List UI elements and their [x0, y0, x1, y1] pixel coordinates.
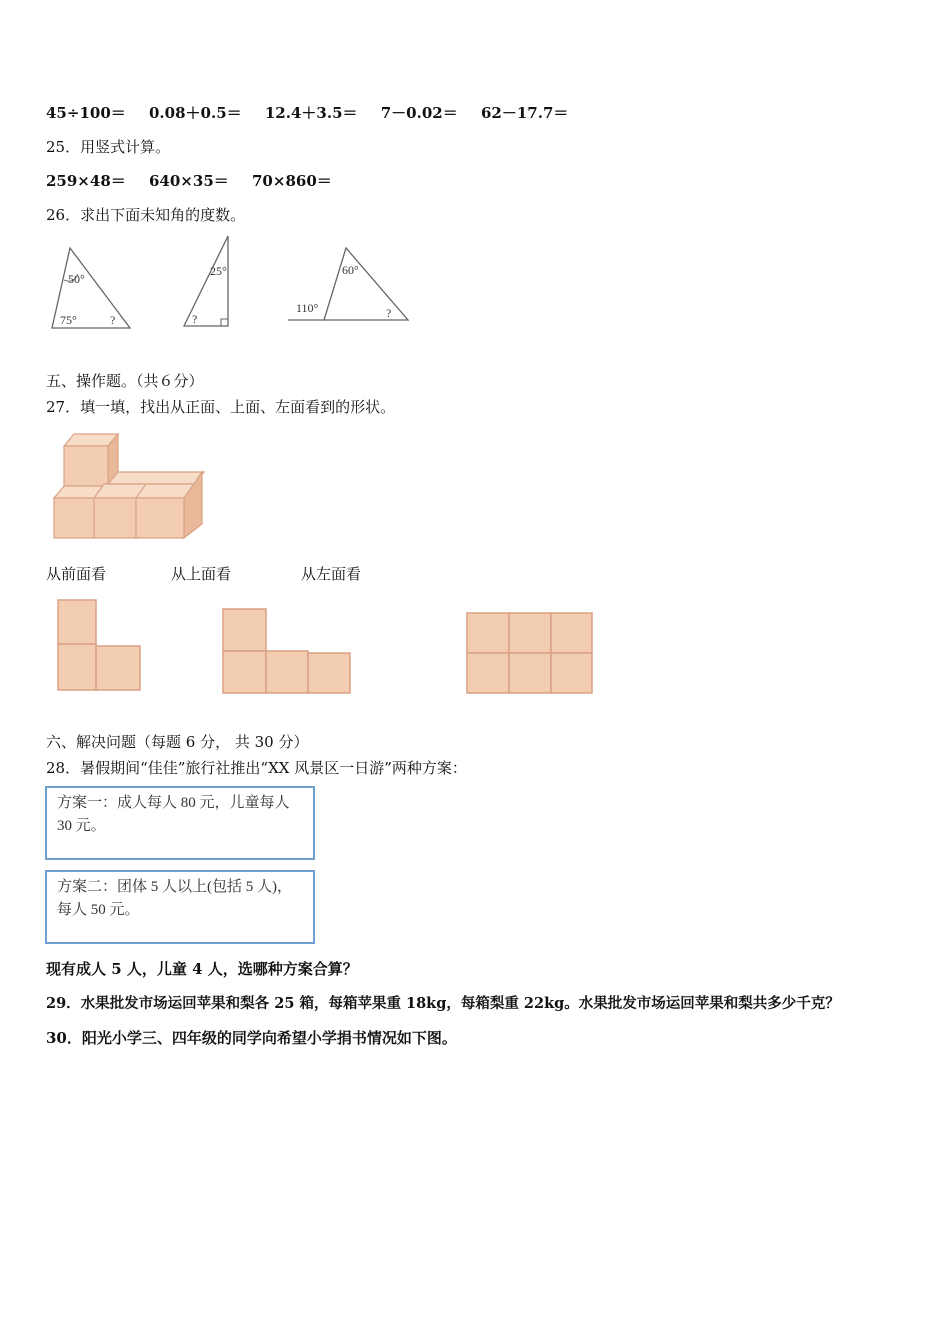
q25-calc-row — [46, 170, 350, 191]
calc-item: 7－0.02＝ — [380, 104, 458, 122]
calc-item: 62－17.7＝ — [480, 104, 569, 122]
cube-stack-figure — [46, 428, 206, 544]
triangle-2-figure — [178, 230, 238, 334]
q25-title: 25．用竖式计算。 — [46, 138, 171, 156]
tri3-exterior-angle: 110° — [296, 301, 319, 315]
left-view-shape — [464, 610, 596, 696]
tri3-angle-top: 60° — [342, 263, 359, 277]
triangle-3-figure — [284, 238, 414, 334]
tri2-angle-bottom: ? — [192, 312, 198, 326]
q28-title: 28．暑假期间“佳佳”旅行社推出“XX 风景区一日游”两种方案： — [46, 759, 467, 777]
tri1-angle-top: 50° — [68, 272, 85, 286]
tri2-angle-top: 25° — [210, 264, 227, 278]
tri1-angle-left: 75° — [60, 313, 77, 327]
plan-2-box: 方案二：团体 5 人以上(包括 5 人)，每人 50 元。 — [45, 870, 315, 944]
calc-item: 0.08＋0.5＝ — [149, 104, 242, 122]
calc-item: 640×35＝ — [149, 172, 229, 190]
front-view-shape — [56, 598, 146, 694]
calc-item: 70×860＝ — [252, 172, 332, 190]
q28-question: 现有成人 5 人，儿童 4 人，选哪种方案合算？ — [46, 960, 358, 978]
view-label-top: 从上面看 — [171, 565, 232, 583]
q29-text: 29．水果批发市场运回苹果和梨各 25 箱，每箱苹果重 18kg，每箱梨重 22kg。水果批发市场运回苹果和梨共多少千克？ — [46, 995, 840, 1012]
calc-item: 12.4＋3.5＝ — [264, 104, 358, 122]
triangle-1-figure — [46, 238, 136, 334]
top-view-shape — [220, 606, 354, 696]
q24-calc-row — [46, 102, 586, 123]
tri1-angle-right: ? — [110, 313, 116, 327]
view-label-left: 从左面看 — [301, 565, 362, 583]
q26-title: 26．求出下面未知角的度数。 — [46, 206, 246, 224]
view-label-front: 从前面看 — [46, 565, 107, 583]
calc-item: 45÷100＝ — [46, 104, 126, 122]
calc-item: 259×48＝ — [46, 172, 126, 190]
q30-text: 30．阳光小学三、四年级的同学向希望小学捐书情况如下图。 — [46, 1029, 457, 1047]
plan-1-box: 方案一：成人每人 80 元，儿童每人 30 元。 — [45, 786, 315, 860]
section-5-heading: 五、操作题。（共６分） — [46, 372, 204, 390]
section-6-heading: 六、解决问题（每题 6 分， 共 30 分） — [46, 733, 309, 751]
tri3-angle-right: ? — [386, 306, 392, 320]
q27-title: 27．填一填，找出从正面、上面、左面看到的形状。 — [46, 398, 396, 416]
